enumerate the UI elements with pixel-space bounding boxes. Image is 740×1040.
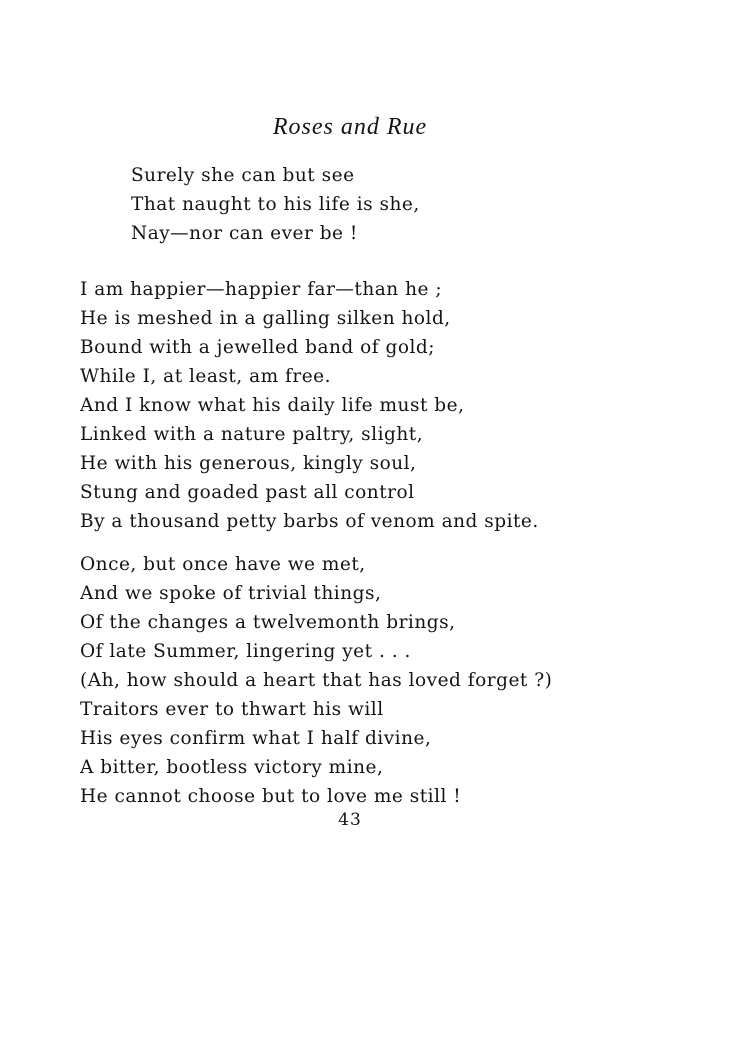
verse-line: He with his generous, kingly soul, bbox=[80, 453, 417, 474]
verse-line: Stung and goaded past all control bbox=[80, 482, 415, 503]
page-title: Roses and Rue bbox=[272, 114, 428, 140]
verse-line: (Ah, how should a heart that has loved forget ?) bbox=[80, 670, 553, 691]
verse-line: Surely she can but see bbox=[131, 165, 355, 186]
verse-line: Traitors ever to thwart his will bbox=[80, 699, 384, 720]
verse-line: Bound with a jewelled band of gold; bbox=[80, 337, 435, 358]
verse-line: While I, at least, am free. bbox=[80, 366, 332, 387]
verse-line: Nay—nor can ever be ! bbox=[131, 223, 358, 244]
verse-line: Of late Summer, lingering yet . . . bbox=[80, 641, 411, 662]
verse-line: Once, but once have we met, bbox=[80, 554, 366, 575]
verse-line: And we spoke of trivial things, bbox=[80, 583, 382, 604]
verse-line: He is meshed in a galling silken hold, bbox=[80, 308, 451, 329]
verse-line: And I know what his daily life must be, bbox=[80, 395, 465, 416]
verse-line: His eyes confirm what I half divine, bbox=[80, 728, 432, 749]
verse-line: By a thousand petty barbs of venom and spite. bbox=[80, 511, 539, 532]
stanza-3 bbox=[80, 550, 552, 811]
verse-line: That naught to his life is she, bbox=[131, 194, 420, 215]
stanza-2 bbox=[80, 275, 539, 536]
verse-line: Of the changes a twelvemonth brings, bbox=[80, 612, 456, 633]
page-number: 43 bbox=[338, 810, 362, 830]
verse-line: I am happier—happier far—than he ; bbox=[80, 279, 443, 300]
verse-line: Linked with a nature paltry, slight, bbox=[80, 424, 424, 445]
verse-line: He cannot choose but to love me still ! bbox=[80, 786, 462, 807]
stanza-1 bbox=[131, 161, 420, 248]
verse-line: A bitter, bootless victory mine, bbox=[80, 757, 384, 778]
